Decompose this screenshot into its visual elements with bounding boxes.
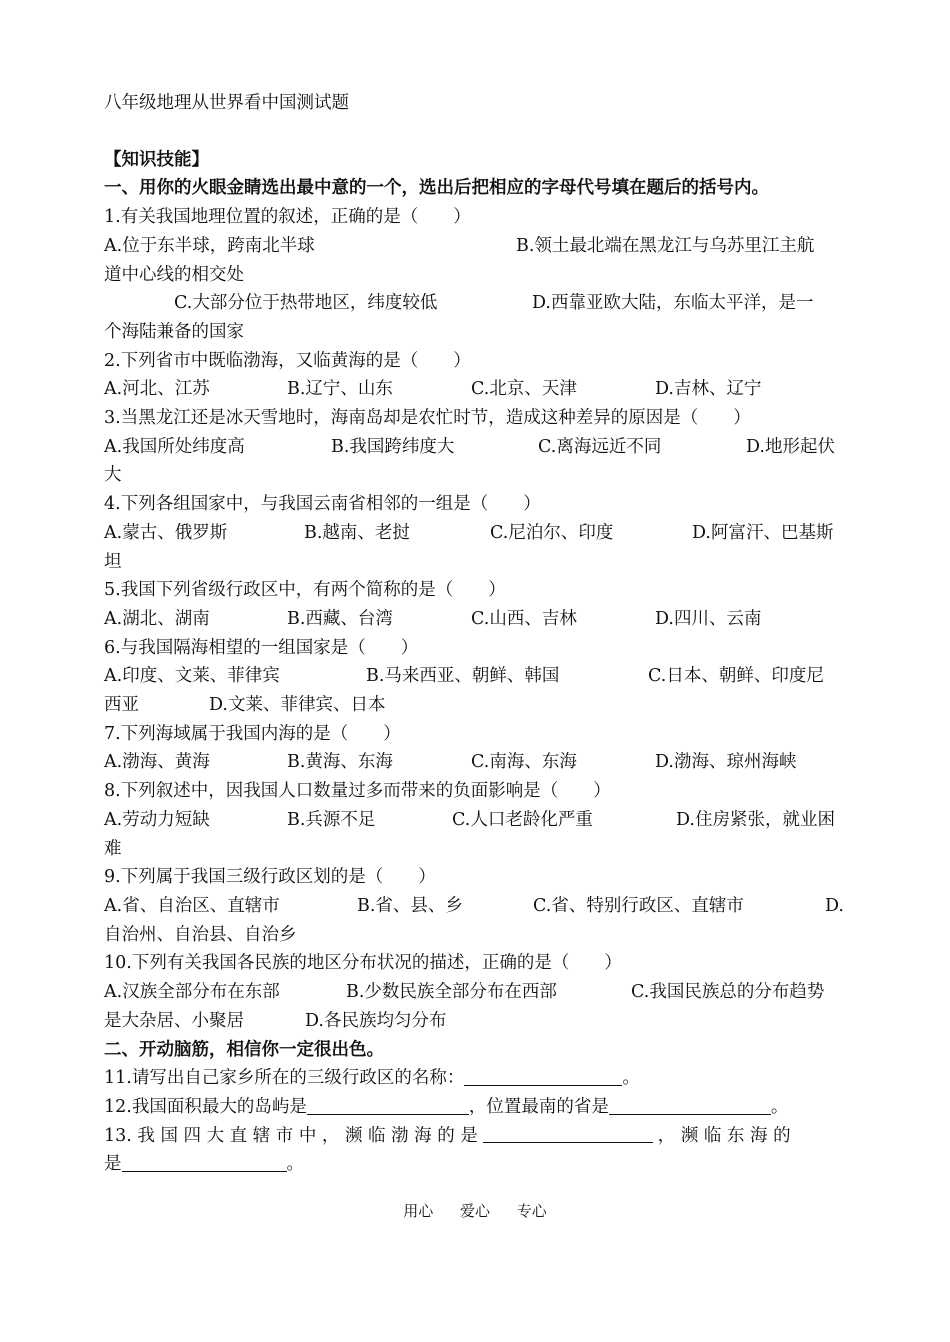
question-9-options bbox=[104, 892, 846, 921]
question-11: 11.请写出自己家乡所在的三级行政区的名称： 。 bbox=[104, 1064, 846, 1093]
question-13-text-3: 是 bbox=[104, 1154, 122, 1175]
document-content bbox=[104, 89, 846, 1179]
question-11-answer-blank[interactable] bbox=[464, 1065, 622, 1086]
question-2-option-c: C.北京、天津 bbox=[471, 379, 577, 400]
question-8-option-d-continued: 难 bbox=[104, 838, 122, 859]
question-13-line-1 bbox=[104, 1122, 846, 1151]
question-8-option-a: A.劳动力短缺 bbox=[104, 809, 210, 830]
question-5-option-b: B.西藏、台湾 bbox=[287, 608, 393, 629]
question-4-option-d-continued: 坦 bbox=[104, 551, 122, 572]
document-title: 八年级地理从世界看中国测试题 bbox=[104, 93, 349, 113]
question-2-option-d: D.吉林、辽宁 bbox=[655, 379, 762, 400]
question-5-option-c: C.山西、吉林 bbox=[471, 608, 577, 629]
question-10-option-b: B.少数民族全部分布在西部 bbox=[346, 982, 557, 1003]
question-1-options-row2 bbox=[104, 289, 846, 318]
question-12-answer-blank-1[interactable] bbox=[307, 1094, 469, 1115]
question-9-option-c: C.省、特别行政区、直辖市 bbox=[533, 895, 744, 916]
question-8-option-c: C.人口老龄化严重 bbox=[452, 809, 593, 830]
question-5-options bbox=[104, 605, 846, 634]
question-8-option-b: B.兵源不足 bbox=[287, 809, 376, 830]
part1-instruction: 一、用你的火眼金睛选出最中意的一个，选出后把相应的字母代号填在题后的括号内。 bbox=[104, 178, 769, 199]
question-8-option-d: D.住房紧张，就业困 bbox=[676, 809, 835, 830]
question-6-option-b: B.马来西亚、朝鲜、韩国 bbox=[366, 666, 560, 687]
question-4-option-b: B.越南、老挝 bbox=[304, 522, 410, 543]
question-10-option-d: D.各民族均匀分布 bbox=[305, 1010, 447, 1031]
question-4-options bbox=[104, 519, 846, 548]
question-1-option-d: D.西靠亚欧大陆，东临太平洋，是一 bbox=[532, 293, 814, 314]
question-2-stem: 2.下列省市中既临渤海，又临黄海的是（ ） bbox=[104, 350, 471, 371]
question-7-stem: 7.下列海域属于我国内海的是（ ） bbox=[104, 723, 401, 744]
question-7-option-c: C.南海、东海 bbox=[471, 752, 577, 773]
question-5-stem: 5.我国下列省级行政区中，有两个简称的是（ ） bbox=[104, 580, 506, 601]
question-6-options-row2 bbox=[104, 691, 846, 720]
question-9-option-d-continued: 自治州、自治县、自治乡 bbox=[104, 924, 297, 945]
question-7-options bbox=[104, 748, 846, 777]
question-9-option-b: B.省、县、乡 bbox=[357, 895, 463, 916]
question-3-option-d-continued: 大 bbox=[104, 465, 122, 486]
question-4-option-c: C.尼泊尔、印度 bbox=[490, 522, 614, 543]
question-9-option-a: A.省、自治区、直辖市 bbox=[104, 895, 280, 916]
question-9-option-d: D. bbox=[825, 895, 844, 916]
question-1-options-row1 bbox=[104, 232, 846, 261]
question-3-option-b: B.我国跨纬度大 bbox=[331, 436, 455, 457]
question-10-options-row1 bbox=[104, 978, 846, 1007]
question-12: 12.我国面积最大的岛屿是 ，位置最南的省是 。 bbox=[104, 1093, 846, 1122]
question-7-option-a: A.渤海、黄海 bbox=[104, 752, 210, 773]
question-2-options bbox=[104, 375, 846, 404]
question-8-options bbox=[104, 806, 846, 835]
question-7-option-b: B.黄海、东海 bbox=[287, 752, 393, 773]
question-13-text-2: ， 濒 临 东 海 的 bbox=[657, 1125, 791, 1146]
question-10-option-a: A.汉族全部分布在东部 bbox=[104, 982, 280, 1003]
question-1-option-b: B.领土最北端在黑龙江与乌苏里江主航 bbox=[516, 235, 815, 256]
question-6-options-row1 bbox=[104, 662, 846, 691]
question-13-text-1: 13. 我 国 四 大 直 辖 市 中 ， 濒 临 渤 海 的 是 bbox=[104, 1125, 478, 1146]
question-12-answer-blank-2[interactable] bbox=[609, 1094, 771, 1115]
question-6-option-c-continued: 西亚 bbox=[104, 695, 139, 716]
question-1-option-a: A.位于东半球，跨南北半球 bbox=[104, 235, 315, 256]
question-7-option-d: D.渤海、琼州海峡 bbox=[655, 752, 797, 773]
question-4-stem: 4.下列各组国家中，与我国云南省相邻的一组是（ ） bbox=[104, 494, 541, 515]
part2-instruction: 二、开动脑筋，相信你一定很出色。 bbox=[104, 1039, 384, 1060]
question-4-option-d: D.阿富汗、巴基斯 bbox=[692, 522, 834, 543]
question-2-option-a: A.河北、江苏 bbox=[104, 379, 210, 400]
question-3-stem: 3.当黑龙江还是冰天雪地时，海南岛却是农忙时节，造成这种差异的原因是（ ） bbox=[104, 408, 751, 429]
question-10-options-row2 bbox=[104, 1007, 846, 1036]
question-1-option-c: C.大部分位于热带地区，纬度较低 bbox=[174, 293, 438, 314]
question-6-option-a: A.印度、文莱、菲律宾 bbox=[104, 666, 280, 687]
question-10-option-c: C.我国民族总的分布趋势 bbox=[631, 982, 825, 1003]
question-5-option-d: D.四川、云南 bbox=[655, 608, 762, 629]
question-3-option-a: A.我国所处纬度高 bbox=[104, 436, 245, 457]
question-9-stem: 9.下列属于我国三级行政区划的是（ ） bbox=[104, 867, 436, 888]
question-6-stem: 6.与我国隔海相望的一组国家是（ ） bbox=[104, 637, 419, 658]
question-8-stem: 8.下列叙述中，因我国人口数量过多而带来的负面影响是（ ） bbox=[104, 781, 611, 802]
question-6-option-c: C.日本、朝鲜、印度尼 bbox=[648, 666, 824, 687]
question-11-text: 11.请写出自己家乡所在的三级行政区的名称： bbox=[104, 1068, 465, 1089]
question-3-option-c: C.离海远近不同 bbox=[538, 436, 662, 457]
question-13-answer-blank-1[interactable] bbox=[483, 1122, 653, 1143]
question-10-stem: 10.下列有关我国各民族的地区分布状况的描述，正确的是（ ） bbox=[104, 953, 622, 974]
question-3-option-d: D.地形起伏 bbox=[746, 436, 835, 457]
section-header: 【知识技能】 bbox=[104, 149, 209, 170]
question-3-options bbox=[104, 433, 846, 462]
page-footer: 用心 爱心 专心 bbox=[403, 1202, 547, 1220]
question-5-option-a: A.湖北、湖南 bbox=[104, 608, 210, 629]
question-12-text-1: 12.我国面积最大的岛屿是 bbox=[104, 1096, 307, 1117]
question-1-stem: 1.有关我国地理位置的叙述，正确的是（ ） bbox=[104, 207, 471, 228]
question-6-option-d: D.文莱、菲律宾、日本 bbox=[209, 695, 386, 716]
question-13-answer-blank-2[interactable] bbox=[122, 1151, 287, 1172]
question-10-option-c-continued: 是大杂居、小聚居 bbox=[104, 1010, 244, 1031]
question-13-line-2: 是 。 bbox=[104, 1150, 846, 1179]
question-12-text-2: ，位置最南的省是 bbox=[468, 1096, 609, 1117]
question-4-option-a: A.蒙古、俄罗斯 bbox=[104, 522, 228, 543]
question-1-option-d-continued: 个海陆兼备的国家 bbox=[104, 321, 244, 342]
question-2-option-b: B.辽宁、山东 bbox=[287, 379, 393, 400]
question-1-option-b-continued: 道中心线的相交处 bbox=[104, 264, 244, 285]
